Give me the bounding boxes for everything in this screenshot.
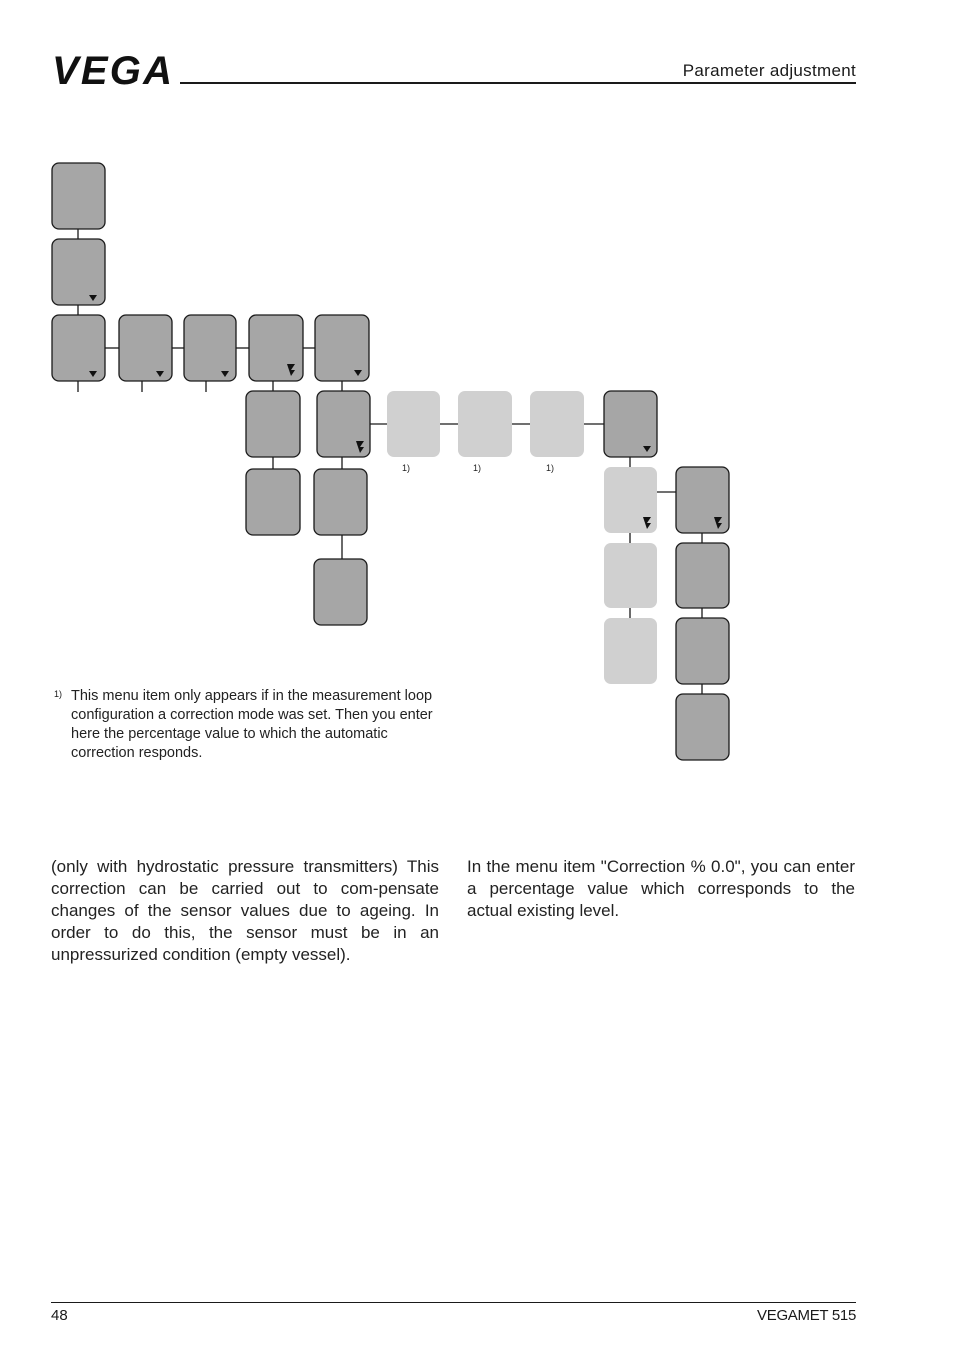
menu-box	[249, 315, 303, 381]
product-name: VEGAMET 515	[757, 1307, 856, 1324]
menu-box	[676, 618, 729, 684]
menu-box	[246, 469, 300, 535]
menu-box-optional	[604, 543, 657, 608]
body-right-column: In the menu item "Correction % 0.0", you can enter a percentage value which corresponds to the actual existing level.	[467, 857, 855, 920]
menu-box-optional	[604, 618, 657, 684]
body-left-column: (only with hydrostatic pressure transmitters) This correction can be carried out to com-pensate changes of the sensor values due to ageing. In order to do this, the sensor must be in an unpressurized condition (empty vessel).	[51, 857, 439, 964]
menu-box-optional	[458, 391, 512, 457]
page-number: 48	[51, 1307, 68, 1324]
menu-box	[676, 543, 729, 608]
menu-box-optional	[530, 391, 584, 457]
footnote-text: This menu item only appears if in the measurement loop configuration a correction mode was set. Then you enter here the percentage value to which the automatic correction responds.	[71, 688, 433, 761]
menu-box	[676, 694, 729, 760]
menu-box	[119, 315, 172, 381]
footnote-marker: 1)	[473, 463, 482, 473]
menu-box	[314, 469, 367, 535]
footer-rule	[51, 1302, 856, 1303]
menu-box-optional	[387, 391, 440, 457]
menu-box	[314, 559, 367, 625]
section-title: Parameter adjustment	[682, 61, 856, 80]
svg-text:VEGA: VEGA	[52, 52, 170, 88]
footnote-marker: 1)	[546, 463, 555, 473]
menu-box	[246, 391, 300, 457]
menu-box	[52, 163, 105, 229]
footnote-marker: 1)	[54, 689, 63, 699]
footnote-marker: 1)	[402, 463, 411, 473]
menu-box	[52, 315, 105, 381]
menu-box	[52, 239, 105, 305]
